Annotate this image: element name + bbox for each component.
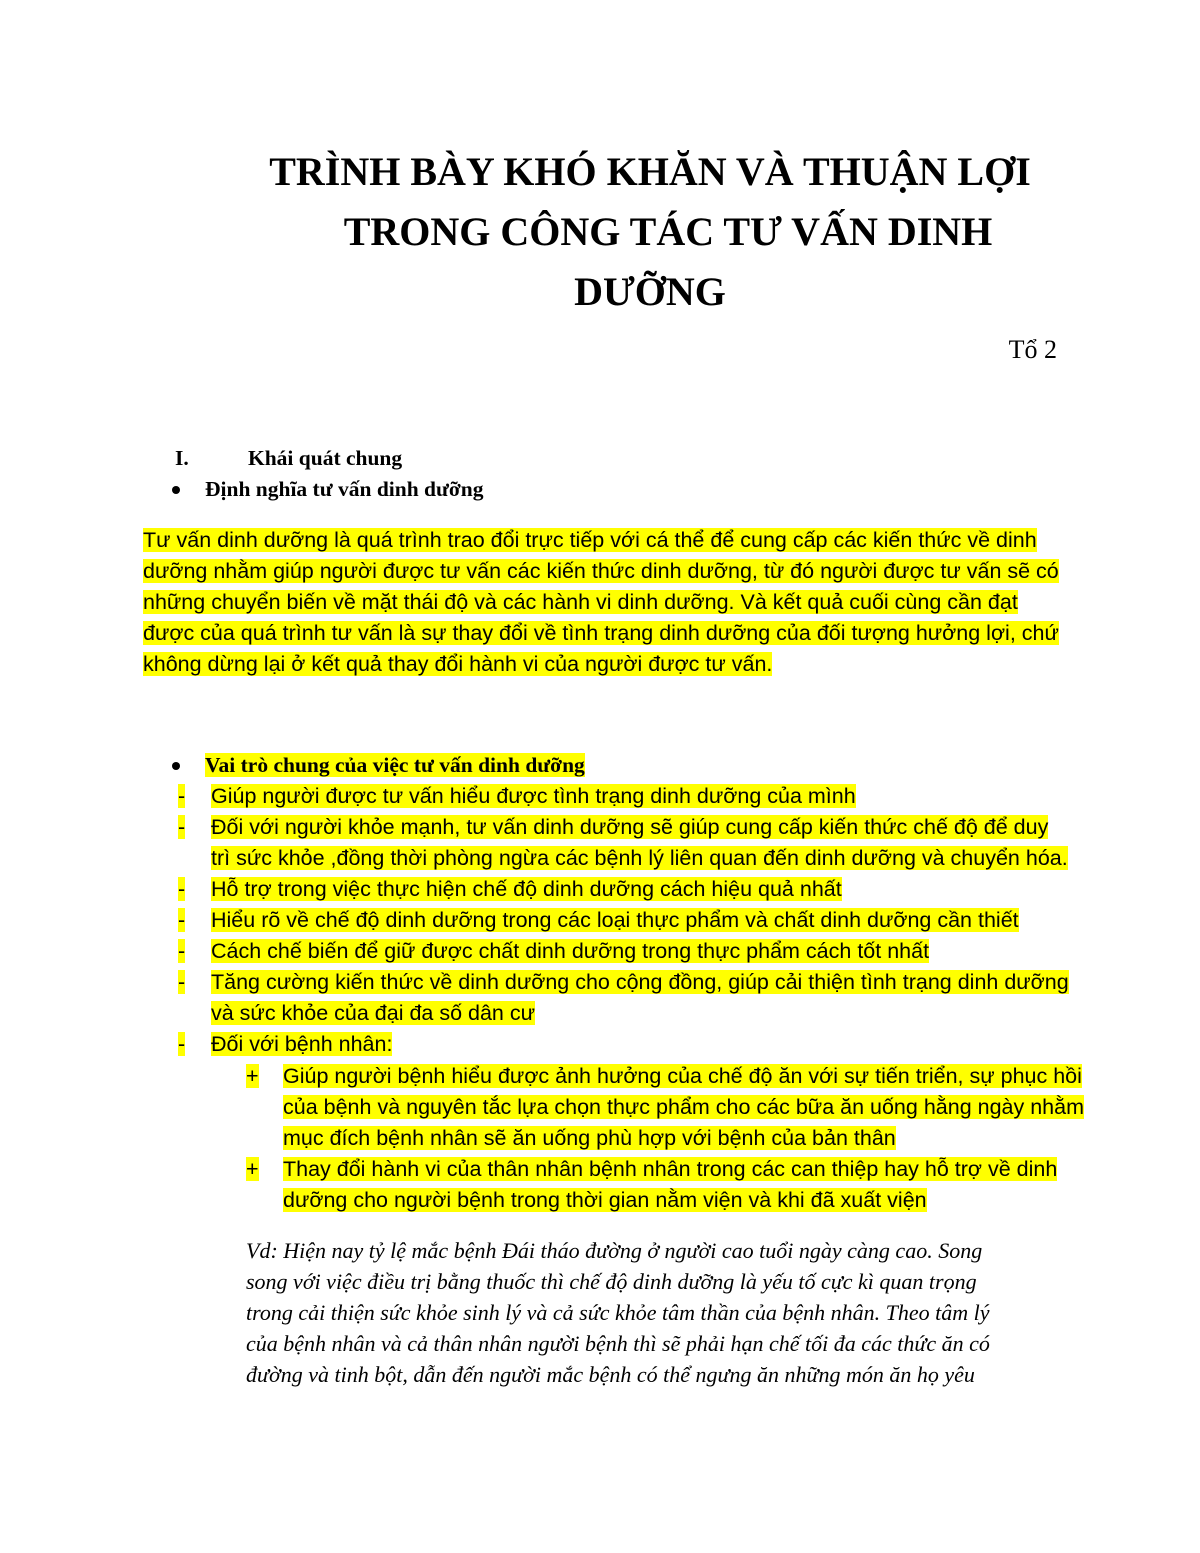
example-line: của bệnh nhân và cả thân nhân người bệnh thì sẽ phải hạn chế tối đa các thức ăn có [246,1331,990,1356]
plus-marker: + [246,1064,259,1088]
section-heading: Khái quát chung [248,446,403,470]
dash-marker: - [178,877,186,901]
plus-marker: + [246,1157,259,1181]
example-line: Vd: Hiện nay tỷ lệ mắc bệnh Đái tháo đường ở người cao tuổi ngày càng cao. Song [246,1238,983,1263]
definition-heading: Định nghĩa tư vấn dinh dưỡng [205,477,484,501]
dash-marker: - [178,1032,186,1056]
role-heading: Vai trò chung của việc tư vấn dinh dưỡng [205,753,585,777]
role-item: trì sức khỏe ,đồng thời phòng ngừa các bệnh lý liên quan đến dinh dưỡng và chuyển hóa. [211,846,1068,870]
definition-line: dưỡng nhằm giúp người được tư vấn các kiến thức dinh dưỡng, từ đó người được tư vấn sẽ có [143,559,1059,583]
definition-line: không dừng lại ở kết quả thay đổi hành vi của người được tư vấn. [143,652,773,676]
role-item: Giúp người được tư vấn hiểu được tình trạng dinh dưỡng của mình [211,784,856,808]
bullet-icon [172,762,180,770]
sub-item: Giúp người bệnh hiểu được ảnh hưởng của chế độ ăn với sự tiến triển, sự phục hồi [283,1064,1082,1088]
title-line-3: DƯỠNG [574,269,726,314]
example-line: song với việc điều trị bằng thuốc thì chế độ dinh dưỡng là yếu tố cực kì quan trọng [246,1269,977,1294]
section-number: I. [175,446,189,470]
role-item: Đối với bệnh nhân: [211,1032,393,1056]
definition-line: Tư vấn dinh dưỡng là quá trình trao đổi trực tiếp với cá thể để cung cấp các kiến thức về dinh [143,528,1037,552]
role-item: Hỗ trợ trong việc thực hiện chế độ dinh dưỡng cách hiệu quả nhất [211,877,842,901]
role-item: Cách chế biến để giữ được chất dinh dưỡng trong thực phẩm cách tốt nhất [211,939,930,963]
dash-marker: - [178,784,186,808]
sub-item: của bệnh và nguyên tắc lựa chọn thực phẩm cho các bữa ăn uống hằng ngày nhằm [283,1095,1085,1119]
role-item: Hiểu rõ về chế độ dinh dưỡng trong các loại thực phẩm và chất dinh dưỡng cần thiết [211,908,1019,932]
dash-marker: - [178,970,186,994]
dash-marker: - [178,939,186,963]
example-line: đường và tinh bột, dẫn đến người mắc bệnh có thể ngưng ăn những món ăn họ yêu [246,1362,975,1387]
sub-item: mục đích bệnh nhân sẽ ăn uống phù hợp với bệnh của bản thân [283,1126,896,1150]
title-line-1: TRÌNH BÀY KHÓ KHĂN VÀ THUẬN LỢI [269,149,1031,194]
document-title [150,142,1150,322]
role-item: Tăng cường kiến thức về dinh dưỡng cho cộng đồng, giúp cải thiện tình trạng dinh dưỡng [211,970,1069,994]
definition-line: những chuyển biến về mặt thái độ và các hành vi dinh dưỡng. Và kết quả cuối cùng cần đạt [143,590,1018,614]
example-line: trong cải thiện sức khỏe sinh lý và cả sức khỏe tâm thần của bệnh nhân. Theo tâm lý [246,1300,990,1325]
bullet-icon [172,486,180,494]
definition-line: được của quá trình tư vấn là sự thay đổi về tình trạng dinh dưỡng của đối tượng hưởng lợi, chứ [143,621,1059,645]
title-line-2: TRONG CÔNG TÁC TƯ VẤN DINH [343,209,993,254]
dash-marker: - [178,815,186,839]
dash-marker: - [178,908,186,932]
sub-item: Thay đổi hành vi của thân nhân bệnh nhân trong các can thiệp hay hỗ trợ về dinh [283,1157,1058,1181]
sub-item: dưỡng cho người bệnh trong thời gian nằm viện và khi đã xuất viện [283,1188,927,1212]
role-item: và sức khỏe của đại đa số dân cư [211,1001,536,1025]
role-item: Đối với người khỏe mạnh, tư vấn dinh dưỡng sẽ giúp cung cấp kiến thức chế độ để duy [211,815,1049,839]
group-label: Tổ 2 [1008,335,1057,364]
